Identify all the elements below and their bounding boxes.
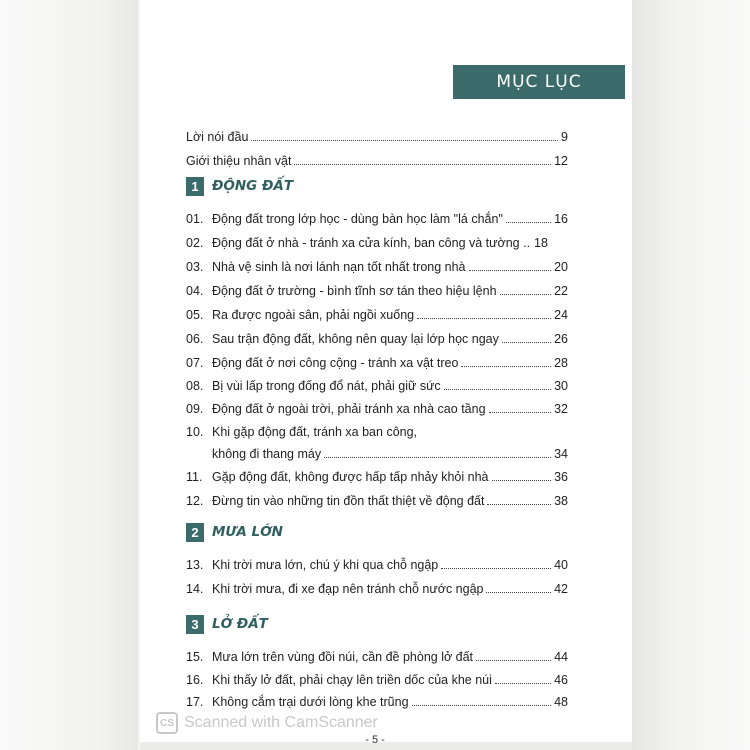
entry-number: 05.: [186, 308, 204, 322]
section-heading-1: [186, 176, 293, 196]
entry-number: 13.: [186, 558, 204, 572]
entry-number: 10.: [186, 425, 204, 439]
toc-row: [186, 553, 568, 573]
entry-number: 11.: [186, 470, 203, 484]
toc-row: [186, 231, 568, 251]
toc-title: Giới thiệu nhân vật: [186, 154, 292, 168]
toc-page: 36: [554, 470, 568, 484]
toc-row: [186, 351, 568, 371]
section-number-badge: 2: [186, 523, 204, 542]
leader-dots: [487, 504, 551, 505]
entry-number: 02.: [186, 236, 204, 250]
entry-number: 14.: [186, 582, 204, 596]
section-heading-2: [186, 522, 283, 542]
toc-row: [186, 668, 568, 688]
entry-number: 15.: [186, 650, 204, 664]
leader-dots: [441, 568, 551, 569]
leader-dots: [412, 705, 552, 706]
toc-title: Bị vùi lấp trong đống đổ nát, phải giữ sức: [212, 379, 441, 393]
toc-page: 38: [554, 494, 568, 508]
entry-number: 03.: [186, 260, 204, 274]
toc-page: 9: [561, 130, 568, 144]
toc-row: [186, 690, 568, 710]
toc-row: [186, 255, 568, 275]
leader-dots: [476, 660, 551, 661]
section-heading-3: [186, 614, 268, 634]
toc-title: Động đất ở trường - bình tĩnh sơ tán theo hiệu lệnh: [212, 284, 497, 298]
leader-dots: [294, 164, 551, 165]
toc-page: 18: [534, 236, 548, 250]
toc-title: Động đất ở nhà - tránh xa cửa kính, ban công và tường ..: [212, 236, 531, 250]
toc-title: Không cắm trại dưới lòng khe trũng: [212, 695, 409, 709]
section-number-badge: 1: [186, 177, 204, 196]
entry-number: 01.: [186, 212, 204, 226]
toc-title: Khi gặp động đất, tránh xa ban công,: [212, 425, 418, 439]
toc-page: 42: [554, 582, 568, 596]
leader-dots: [444, 389, 551, 390]
toc-title: Khi thấy lở đất, phải chạy lên triền dốc của khe núi: [212, 673, 492, 687]
entry-number: 09.: [186, 402, 204, 416]
toc-title: Động đất ở ngoài trời, phải tránh xa nhà cao tầng: [212, 402, 486, 416]
toc-page: 24: [554, 308, 568, 322]
toc-row: [186, 397, 568, 417]
camscanner-watermark: [156, 712, 378, 734]
entry-number: 06.: [186, 332, 204, 346]
section-title: LỞ ĐẤT: [212, 616, 268, 632]
entry-number: 12.: [186, 494, 204, 508]
toc-title: Mưa lớn trên vùng đồi núi, cần đề phòng lở đất: [212, 650, 474, 664]
toc-row: [186, 645, 568, 665]
leader-dots: [461, 366, 551, 367]
toc-row: [186, 303, 568, 323]
toc-title: Gặp động đất, không được hấp tấp nhảy khỏi nhà: [212, 470, 489, 484]
entry-number: 16.: [186, 673, 204, 687]
toc-page: 32: [554, 402, 568, 416]
leader-dots: [417, 318, 551, 319]
toc-title: Khi trời mưa lớn, chú ý khi qua chỗ ngập: [212, 558, 439, 572]
leader-dots: [500, 294, 552, 295]
toc-page: 26: [554, 332, 568, 346]
entry-number: 17.: [186, 695, 204, 709]
leader-dots: [506, 222, 551, 223]
toc-page: 46: [554, 673, 568, 687]
leader-dots: [495, 683, 551, 684]
toc-page: 12: [554, 154, 568, 168]
entry-number: 08.: [186, 379, 204, 393]
section-title: MƯA LỚN: [212, 524, 283, 540]
page-number: - 5 -: [365, 734, 385, 746]
leader-dots: [486, 592, 551, 593]
toc-page: 44: [554, 650, 568, 664]
toc-title-continued: không đi thang máy: [212, 447, 322, 461]
leader-dots: [469, 270, 552, 271]
toc-page: 28: [554, 356, 568, 370]
toc-page: 22: [554, 284, 568, 298]
toc-row: [186, 374, 568, 394]
toc-header: MỤC LỤC: [453, 65, 625, 99]
leader-dots: [489, 412, 552, 413]
entry-number: 07.: [186, 356, 204, 370]
section-title: ĐỘNG ĐẤT: [212, 178, 294, 194]
toc-row: [186, 577, 568, 597]
toc-row-front-1: [186, 125, 568, 145]
toc-title: Lời nói đầu: [186, 130, 249, 144]
section-number-badge: 3: [186, 615, 204, 634]
camscanner-logo-icon: CS: [156, 712, 178, 734]
toc-title: Nhà vệ sinh là nơi lánh nạn tốt nhất trong nhà: [212, 260, 466, 274]
toc-row: [186, 279, 568, 299]
toc-page: 48: [554, 695, 568, 709]
toc-title: Động đất trong lớp học - dùng bàn học làm "lá chắn": [212, 212, 503, 226]
leader-dots: [324, 457, 551, 458]
toc-title: Đừng tin vào những tin đồn thất thiệt về động đất: [212, 494, 485, 508]
toc-row-line1: [186, 420, 568, 440]
toc-title: Sau trận động đất, không nên quay lại lớp học ngay: [212, 332, 499, 346]
toc-page: 20: [554, 260, 568, 274]
toc-row-front-2: [186, 149, 568, 169]
toc-row: [186, 489, 568, 509]
toc-title: Ra được ngoài sân, phải ngồi xuống: [212, 308, 415, 322]
toc-title: Khi trời mưa, đi xe đạp nên tránh chỗ nước ngập: [212, 582, 484, 596]
leader-dots: [492, 480, 552, 481]
leader-dots: [502, 342, 551, 343]
watermark-text: Scanned with CamScanner: [184, 714, 378, 731]
scan-edge-left: [0, 0, 138, 750]
toc-row: [186, 327, 568, 347]
toc-row: [186, 207, 568, 227]
toc-page: 40: [554, 558, 568, 572]
toc-row-line2: [212, 442, 568, 462]
toc-page: 34: [554, 447, 568, 461]
scan-edge-right: [632, 0, 750, 750]
toc-title: Động đất ở nơi công cộng - tránh xa vật treo: [212, 356, 459, 370]
entry-number: 04.: [186, 284, 204, 298]
toc-page: 30: [554, 379, 568, 393]
toc-row: [186, 465, 568, 485]
toc-page: 16: [554, 212, 568, 226]
leader-dots: [251, 140, 558, 141]
